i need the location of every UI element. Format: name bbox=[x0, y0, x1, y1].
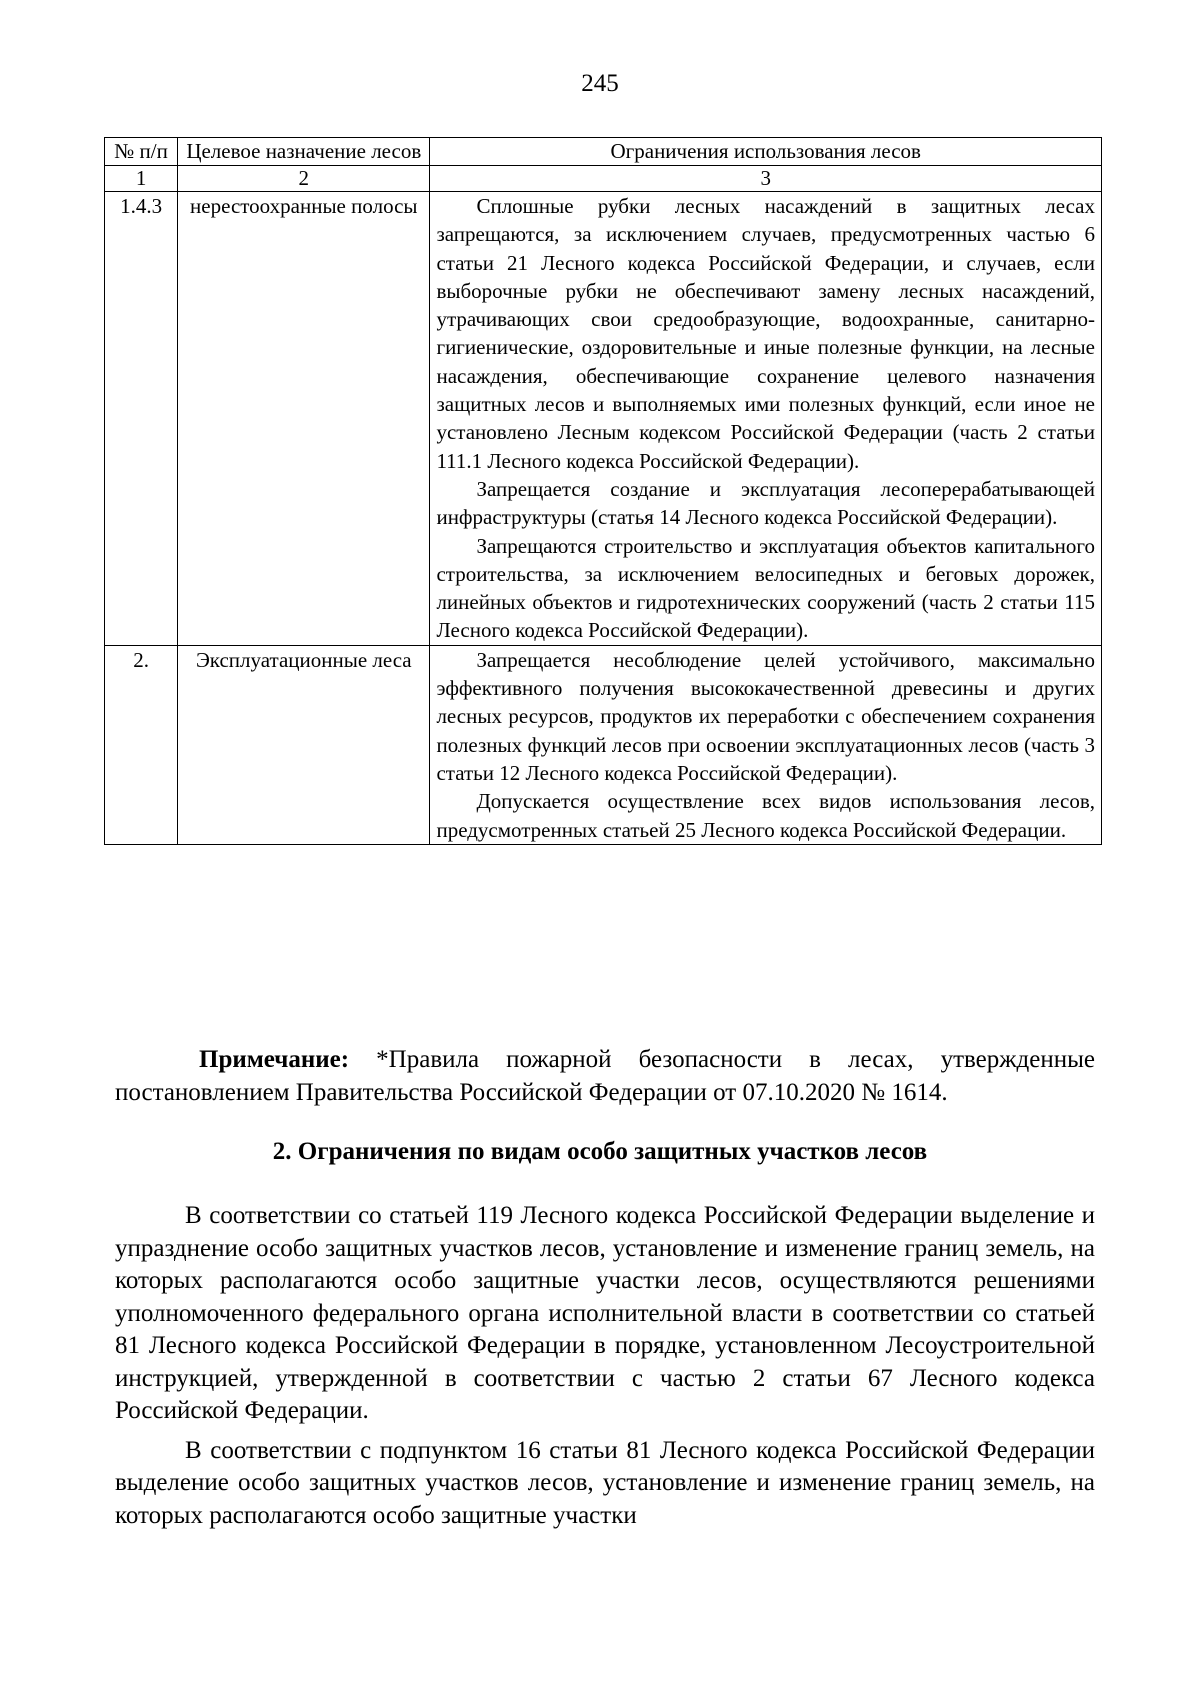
restriction-paragraph: Сплошные рубки лесных насаждений в защитных лесах запрещаются, за исключением случаев, предусмотренных частью 6 статьи 21 Лесного кодекса Российской Федерации, и случаев, если выборочные рубки не обеспечивают замену лесных насаждений, утрачивающих свои средообразующие, водоохранные, санитарно-гигиенические, оздоровительные и иные полезные функции, на лесные насаждения, обеспечивающие сохранение целевого назначения защитных лесов и выполняемых ими полезных функций, если иное не установлено Лесным кодексом Российской Федерации (часть 2 статьи 111.1 Лесного кодекса Российской Федерации). bbox=[436, 194, 1095, 473]
row-restrictions bbox=[430, 192, 1102, 646]
body-paragraph: В соответствии со статьей 119 Лесного кодекса Российской Федерации выделение и упразднение особо защитных участков лесов, установление и изменение границ земель, на которых располагаются особо защитные участки лесов, осуществляются решениями уполномоченного федерального органа исполнительной власти в соответствии со статьей 81 Лесного кодекса Российской Федерации в порядке, установленном Лесоустроительной инструкцией, утвержденной в соответствии с частью 2 статьи 67 Лесного кодекса Российской Федерации. bbox=[115, 1202, 1095, 1424]
column-number-3: 3 bbox=[430, 166, 1102, 192]
body-paragraph: В соответствии с подпунктом 16 статьи 81 Лесного кодекса Российской Федерации выделение особо защитных участков лесов, установление и изменение границ земель, на которых располагаются особо защитные участки bbox=[115, 1436, 1095, 1529]
row-restrictions bbox=[430, 645, 1102, 844]
header-restrictions: Ограничения использования лесов bbox=[430, 138, 1102, 166]
note-text: *Правила пожарной безопасности в лесах, утвержденные постановлением Правительства Российской Федерации от 07.10.2020 № 1614. bbox=[115, 1046, 1095, 1106]
section-title: 2. Ограничения по видам особо защитных участков лесов bbox=[272, 1138, 928, 1165]
note-label: Примечание: bbox=[199, 1046, 350, 1073]
table-note bbox=[115, 1043, 1095, 1109]
header-purpose: Целевое назначение лесов bbox=[178, 138, 430, 166]
column-number-2: 2 bbox=[178, 166, 430, 192]
restriction-paragraph: Запрещаются строительство и эксплуатация объектов капитального строительства, за исключением велосипедных и беговых дорожек, линейных объектов и гидротехнических сооружений (часть 2 статьи 115 Лесного кодекса Российской Федерации). bbox=[436, 533, 1095, 643]
restriction-paragraph: Запрещается создание и эксплуатация лесоперерабатывающей инфраструктуры (статья 14 Лесного кодекса Российской Федерации). bbox=[436, 476, 1095, 530]
column-number-1: 1 bbox=[105, 166, 178, 192]
section-body bbox=[115, 1200, 1095, 1539]
forest-use-restrictions-table bbox=[104, 137, 1102, 845]
page-number: 245 bbox=[581, 70, 619, 97]
table-column-numbering-row bbox=[105, 166, 1102, 192]
row-number: 2. bbox=[105, 645, 178, 844]
table-row bbox=[105, 645, 1102, 844]
header-number: № п/п bbox=[105, 138, 178, 166]
restriction-paragraph: Запрещается несоблюдение целей устойчивого, максимально эффективного получения высококачественной древесины и других лесных ресурсов, продуктов их переработки с обеспечением сохранения полезных функций лесов при освоении эксплуатационных лесов (часть 3 статьи 12 Лесного кодекса Российской Федерации). bbox=[436, 647, 1095, 785]
table-row bbox=[105, 192, 1102, 646]
row-number: 1.4.3 bbox=[105, 192, 178, 646]
row-purpose: Эксплуатационные леса bbox=[178, 645, 430, 844]
row-purpose: нерестоохранные полосы bbox=[178, 192, 430, 646]
restriction-paragraph: Допускается осуществление всех видов использования лесов, предусмотренных статьей 25 Лесного кодекса Российской Федерации. bbox=[436, 789, 1095, 842]
table-header-row bbox=[105, 138, 1102, 166]
